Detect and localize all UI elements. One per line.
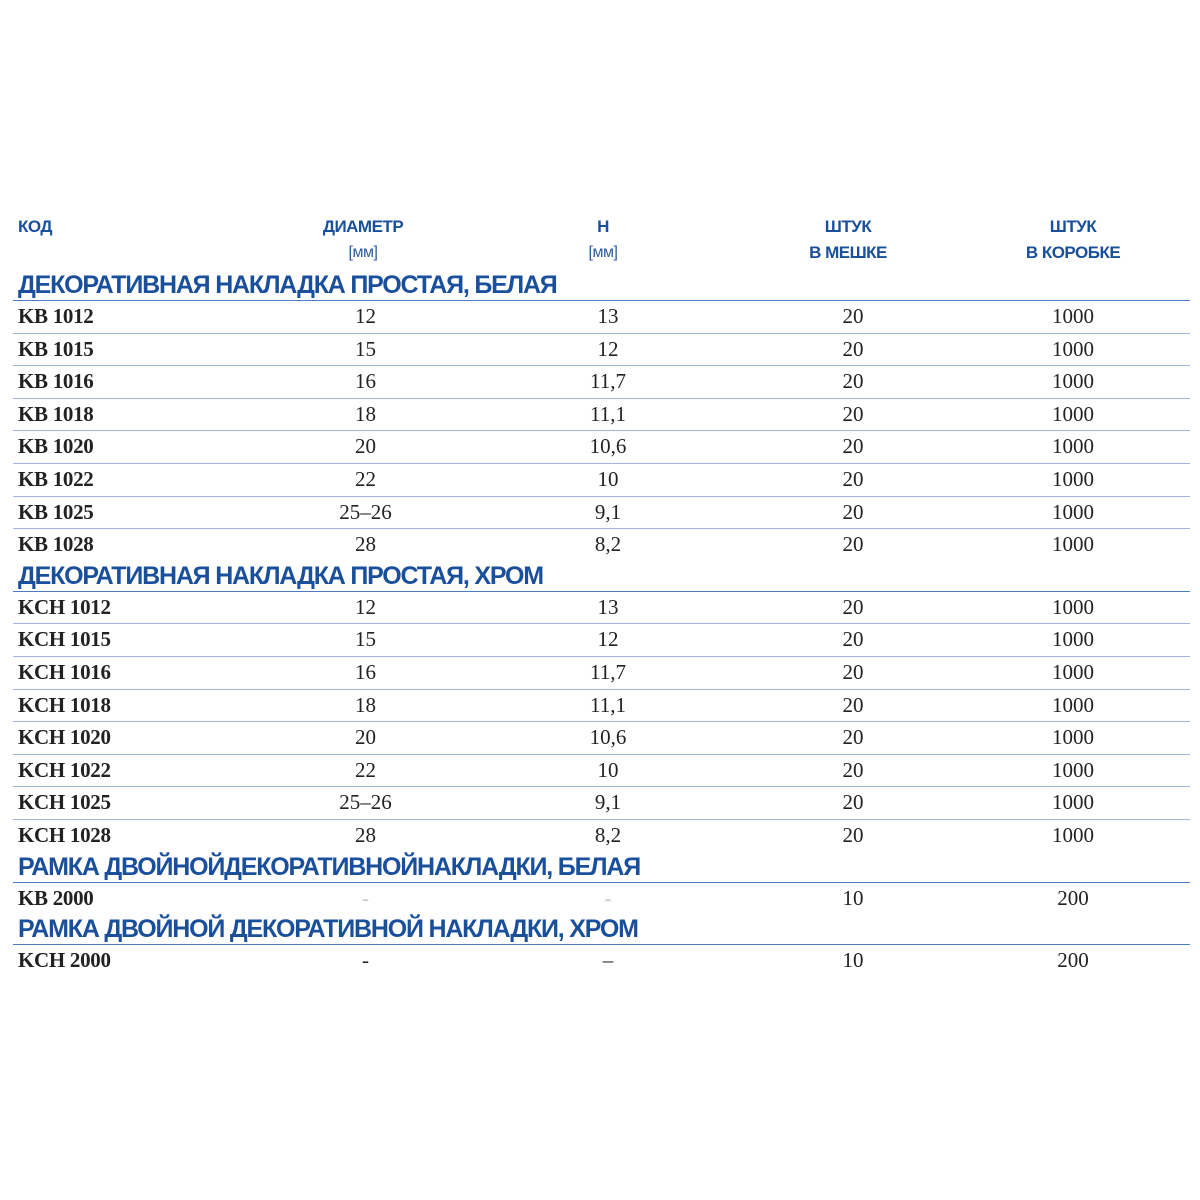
cell-bag-qty: 10: [842, 885, 864, 910]
table-row: [13, 883, 1190, 915]
table-row: [13, 464, 1190, 497]
cell-code: KCH 1018: [18, 692, 111, 717]
cell-diameter: 25–26: [339, 790, 392, 815]
cell-code: KB 1015: [18, 336, 94, 361]
cell-bag-qty: 20: [842, 466, 864, 491]
table-row: [13, 945, 1190, 977]
cell-box-qty: 1000: [1052, 725, 1094, 750]
cell-code: KB 1020: [18, 434, 94, 459]
header-box-line1: ШТУК: [1049, 217, 1097, 236]
cell-code: KCH 1020: [18, 725, 111, 750]
cell-bag-qty: 20: [842, 336, 864, 361]
cell-bag-qty: 20: [842, 790, 864, 815]
cell-h: 10: [597, 757, 619, 782]
cell-box-qty: 1000: [1052, 627, 1094, 652]
cell-diameter: 22: [355, 757, 376, 782]
cell-diameter: 18: [355, 692, 376, 717]
header-box: [998, 214, 1148, 266]
cell-diameter: 15: [355, 336, 376, 361]
cell-diameter: 20: [355, 434, 376, 459]
cell-code: KCH 1022: [18, 757, 111, 782]
cell-diameter: -: [362, 948, 369, 973]
table-row: [13, 301, 1190, 334]
cell-box-qty: 1000: [1052, 466, 1094, 491]
cell-bag-qty: 20: [842, 369, 864, 394]
cell-box-qty: 1000: [1052, 336, 1094, 361]
cell-h: –: [602, 948, 614, 973]
header-diameter: [313, 214, 413, 266]
cell-diameter: 16: [355, 369, 376, 394]
cell-code: KCH 2000: [18, 948, 111, 973]
table-row: [13, 334, 1190, 367]
cell-code: KB 1016: [18, 369, 94, 394]
cell-code: KB 2000: [18, 885, 94, 910]
cell-box-qty: 1000: [1052, 499, 1094, 524]
cell-box-qty: 1000: [1052, 822, 1094, 847]
table-row: [13, 366, 1190, 399]
cell-h: 12: [597, 627, 619, 652]
cell-bag-qty: 20: [842, 659, 864, 684]
header-diameter-unit: [мм]: [348, 244, 378, 261]
cell-bag-qty: 20: [842, 725, 864, 750]
cell-code: KCH 1016: [18, 659, 111, 684]
cell-h: 9,1: [594, 790, 622, 815]
cell-bag-qty: 20: [842, 499, 864, 524]
cell-bag-qty: 20: [842, 692, 864, 717]
cell-box-qty: 1000: [1052, 594, 1094, 619]
cell-h: 9,1: [594, 499, 622, 524]
header-bag-line2: В МЕШКЕ: [809, 243, 887, 262]
cell-h: 10,6: [589, 434, 627, 459]
cell-bag-qty: 20: [842, 532, 864, 557]
table-row: [13, 787, 1190, 820]
cell-h: 10: [597, 466, 619, 491]
cell-bag-qty: 20: [842, 757, 864, 782]
cell-h: 11,1: [590, 692, 626, 717]
section: [13, 852, 1190, 915]
table-row: [13, 399, 1190, 432]
cell-code: KCH 1028: [18, 822, 111, 847]
cell-diameter: 28: [355, 822, 376, 847]
cell-h: 10,6: [589, 725, 627, 750]
section: [13, 270, 1190, 561]
cell-box-qty: 1000: [1052, 757, 1094, 782]
section: [13, 914, 1190, 977]
header-box-line2: В КОРОБКЕ: [1025, 243, 1121, 262]
header-diameter-label: ДИАМЕТР: [322, 217, 404, 236]
table-row: [13, 755, 1190, 788]
cell-code: KB 1025: [18, 499, 94, 524]
cell-diameter: 12: [355, 594, 376, 619]
section-title: ДЕКОРАТИВНАЯ НАКЛАДКА ПРОСТАЯ, ХРОМ: [13, 561, 1190, 592]
section-title: РАМКА ДВОЙНОЙ ДЕКОРАТИВНОЙ НАКЛАДКИ, ХРОМ: [13, 914, 1190, 945]
header-code: КОД: [18, 217, 52, 236]
cell-code: KB 1022: [18, 466, 94, 491]
header-bag-line1: ШТУК: [824, 217, 872, 236]
table-row: [13, 592, 1190, 625]
table-header: [13, 210, 1190, 270]
section-rows: [13, 301, 1190, 561]
cell-code: KCH 1012: [18, 594, 111, 619]
cell-diameter: 16: [355, 659, 376, 684]
header-h: [553, 214, 653, 266]
cell-diameter: 20: [355, 725, 376, 750]
cell-bag-qty: 20: [842, 304, 864, 328]
section-title: ДЕКОРАТИВНАЯ НАКЛАДКА ПРОСТАЯ, БЕЛАЯ: [13, 270, 1190, 301]
product-table: [13, 210, 1190, 977]
cell-box-qty: 1000: [1052, 304, 1094, 328]
header-h-unit: [мм]: [588, 244, 618, 261]
cell-h: -: [604, 885, 612, 910]
cell-code: KB 1028: [18, 532, 94, 557]
cell-bag-qty: 20: [842, 401, 864, 426]
cell-code: KCH 1015: [18, 627, 111, 652]
cell-box-qty: 1000: [1052, 532, 1094, 557]
table-row: [13, 431, 1190, 464]
cell-bag-qty: 20: [842, 627, 864, 652]
header-bag: [773, 214, 923, 266]
cell-code: KB 1012: [18, 304, 94, 328]
cell-diameter: 15: [355, 627, 376, 652]
cell-diameter: 28: [355, 532, 376, 557]
cell-box-qty: 1000: [1052, 401, 1094, 426]
cell-h: 11,7: [590, 659, 626, 684]
cell-box-qty: 1000: [1052, 790, 1094, 815]
section-title: РАМКА ДВОЙНОЙДЕКОРАТИВНОЙНАКЛАДКИ, БЕЛАЯ: [13, 852, 1190, 883]
section-rows: [13, 592, 1190, 852]
table-row: [13, 497, 1190, 530]
cell-bag-qty: 20: [842, 434, 864, 459]
table-body: [13, 270, 1190, 977]
table-row: [13, 820, 1190, 852]
cell-diameter: 22: [355, 466, 376, 491]
cell-box-qty: 200: [1057, 948, 1089, 973]
cell-h: 13: [597, 304, 619, 328]
cell-code: KB 1018: [18, 401, 94, 426]
cell-box-qty: 1000: [1052, 434, 1094, 459]
cell-box-qty: 1000: [1052, 659, 1094, 684]
cell-box-qty: 1000: [1052, 692, 1094, 717]
cell-code: KCH 1025: [18, 790, 111, 815]
table-row: [13, 722, 1190, 755]
table-row: [13, 657, 1190, 690]
section: [13, 561, 1190, 852]
cell-h: 8,2: [594, 822, 622, 847]
cell-diameter: 25–26: [339, 499, 392, 524]
header-h-label: H: [597, 217, 609, 236]
table-row: [13, 624, 1190, 657]
section-rows: [13, 883, 1190, 915]
cell-diameter: 18: [355, 401, 376, 426]
cell-box-qty: 200: [1057, 885, 1089, 910]
section-rows: [13, 945, 1190, 977]
cell-h: 13: [597, 594, 619, 619]
cell-bag-qty: 20: [842, 822, 864, 847]
cell-box-qty: 1000: [1052, 369, 1094, 394]
cell-diameter: 12: [355, 304, 376, 328]
cell-h: 8,2: [594, 532, 622, 557]
cell-h: 11,1: [590, 401, 626, 426]
table-row: [13, 529, 1190, 561]
cell-h: 12: [597, 336, 619, 361]
cell-bag-qty: 20: [842, 594, 864, 619]
table-row: [13, 690, 1190, 723]
cell-diameter: -: [362, 885, 369, 910]
cell-bag-qty: 10: [842, 948, 864, 973]
cell-h: 11,7: [590, 369, 626, 394]
